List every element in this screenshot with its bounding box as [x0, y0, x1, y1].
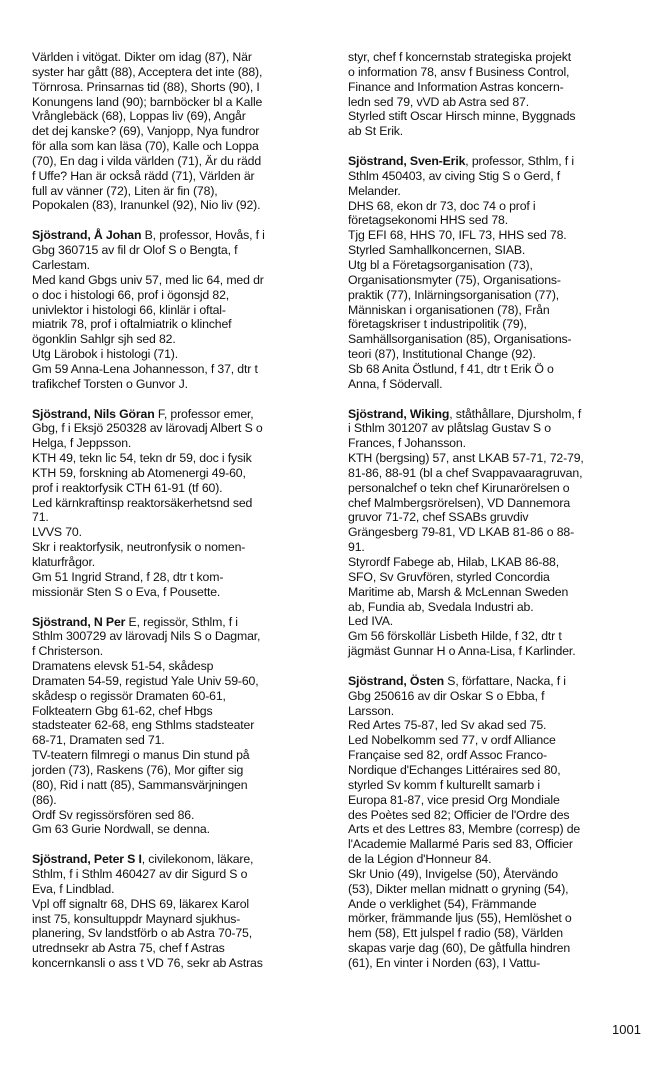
entry-text: Europa 81-87, vice presid Org Mondiale: [348, 792, 560, 807]
entry-text: Arts et des Lettres 83, Membre (corresp) de: [348, 822, 581, 837]
text-line: [348, 109, 644, 124]
entry-text: , professor, Sthlm, f i: [465, 154, 574, 169]
entry-text: Vrånglebäck (68), Loppas liv (69), Angår: [32, 109, 246, 124]
text-line: [348, 317, 644, 332]
entry-text: Larsson.: [348, 703, 394, 718]
text-line: [348, 421, 644, 436]
entry-text: koncernkansli o ass t VD 76, sekr ab Astras: [32, 956, 263, 971]
entry-text: trafikchef Torsten o Gunvor J.: [32, 376, 188, 391]
entry-text: (61), En vinter i Norden (63), I Vattu-: [348, 955, 541, 970]
entry-text: Vpl off signaltr 68, DHS 69, läkarex Karol: [32, 896, 249, 911]
entry-text: Med kand Gbgs univ 57, med lic 64, med dr: [32, 272, 264, 287]
entry-text: Helga, f Jeppsson.: [32, 436, 132, 451]
entry-text: Maritime ab, Marsh & McLennan Sweden: [348, 584, 569, 599]
text-line: [348, 941, 644, 956]
text-line: [32, 882, 328, 897]
text-line: [32, 466, 328, 481]
entry-text: Gm 63 Gurie Nordwall, se denna.: [32, 822, 210, 837]
entry-text: f Uffe? Han är också rädd (71), Världen är: [32, 168, 255, 183]
entry-text: LVVS 70.: [32, 525, 82, 540]
text-line: [348, 496, 644, 511]
entry-text: för alla som kan läsa (70), Kalle och Loppa: [32, 139, 259, 154]
text-line: [32, 941, 328, 956]
text-line: [32, 540, 328, 555]
entry-text: ab, Fundia ab, Svedala Industri ab.: [348, 599, 534, 614]
entry-text: stadsteater 62-68, eng Sthlms stadsteater: [32, 718, 255, 733]
entry-text: , ståthållare, Djursholm, f: [449, 406, 582, 421]
text-line: [32, 912, 328, 927]
text-line: [32, 407, 328, 422]
text-line: [348, 525, 644, 540]
entry-text: Finance and Information Astras koncern-: [348, 79, 564, 94]
entry-text: Törnrosa. Prinsarnas tid (88), Shorts (90), I: [32, 79, 260, 94]
entry-text: Led kärnkraftinsp reaktorsäkerhetsnd sed: [32, 495, 253, 510]
entry-text: Gbg 360715 av fil dr Olof S o Bengta, f: [32, 243, 238, 258]
entry-text: Melander.: [348, 183, 401, 198]
text-line: [32, 228, 328, 243]
entry-text: l'Academie Mallarmé Paris sed 83, Officier: [348, 837, 573, 852]
entry-text: jorden (73), Raskens (76), Mor gifter sig: [32, 762, 244, 777]
text-line: [32, 659, 328, 674]
text-line: [32, 451, 328, 466]
text-line: [348, 95, 644, 110]
entry-text: univlektor i histologi 66, klinlär i oftal-: [32, 302, 226, 317]
entry-text: styrled Sv komm f kulturellt samarb i: [348, 777, 540, 792]
page-number: 1001: [612, 1022, 641, 1037]
entry-text: chef Malmbergsrörelsen), VD Dannemora: [348, 495, 571, 510]
text-line: [348, 466, 644, 481]
text-line: [32, 362, 328, 377]
entry-text: Människan i organisationen (78), Från: [348, 302, 550, 317]
entry-text: 91.: [348, 540, 365, 555]
text-line: [348, 718, 644, 733]
text-line: [32, 124, 328, 139]
text-line: [348, 481, 644, 496]
text-line: [32, 496, 328, 511]
entry-text: Utg Lärobok i histologi (71).: [32, 347, 179, 362]
text-line: [348, 733, 644, 748]
entry-text: miatrik 78, prof i oftalmiatrik o klinchef: [32, 317, 232, 332]
text-line: [32, 184, 328, 199]
entry-text: de la Légion d'Honneur 84.: [348, 852, 492, 867]
biography-entry: [32, 615, 328, 838]
text-line: [32, 169, 328, 184]
text-line: [32, 243, 328, 258]
text-line: [348, 570, 644, 585]
text-line: [348, 332, 644, 347]
entry-text: Nordique d'Echanges Littéraires sed 80,: [348, 762, 561, 777]
entry-text: (80), Rid i natt (85), Sammansvärjningen: [32, 777, 248, 792]
text-line: [32, 897, 328, 912]
entry-name: Sjöstrand, Sven-Erik: [348, 154, 466, 169]
entry-text: TV-teatern filmregi o manus Din stund på: [32, 748, 250, 763]
text-line: [32, 50, 328, 65]
text-line: [32, 689, 328, 704]
text-line: [32, 793, 328, 808]
entry-text: , civilekonom, läkare,: [141, 852, 254, 867]
entry-text: mörker, främmande ljus (55), Hemlöshet o: [348, 911, 572, 926]
text-line: [32, 926, 328, 941]
text-line: [348, 273, 644, 288]
entry-text: Popokalen (83), Iranunkel (92), Nio liv (92).: [32, 198, 261, 213]
entry-text: Dramaten 54-59, registud Yale Univ 59-60,: [32, 673, 259, 688]
text-line: [32, 763, 328, 778]
text-line: [348, 199, 644, 214]
text-line: [348, 80, 644, 95]
entry-text: skådesp o regissör Dramaten 60-61,: [32, 688, 226, 703]
text-line: [32, 748, 328, 763]
text-line: [348, 213, 644, 228]
text-line: [348, 600, 644, 615]
text-line: [32, 80, 328, 95]
text-line: [32, 109, 328, 124]
text-line: [348, 852, 644, 867]
text-line: [348, 822, 644, 837]
text-line: [348, 154, 644, 169]
text-line: [32, 585, 328, 600]
entry-name: Sjöstrand, Nils Göran: [32, 406, 155, 421]
text-line: [32, 65, 328, 80]
text-line: [348, 793, 644, 808]
text-line: [32, 525, 328, 540]
entry-text: företagsekonomi HHS sed 78.: [348, 213, 508, 228]
text-line: [348, 926, 644, 941]
text-line: [348, 184, 644, 199]
continued-text: [348, 50, 644, 139]
text-line: [32, 822, 328, 837]
entry-text: Sthlm, f i Sthlm 460427 av dir Sigurd S o: [32, 867, 248, 882]
entry-text: Gm 56 förskollär Lisbeth Hilde, f 32, dtr t: [348, 629, 562, 644]
text-line: [32, 139, 328, 154]
entry-text: Världen i vitögat. Dikter om idag (87), När: [32, 50, 252, 64]
text-line: [348, 169, 644, 184]
entry-name: Sjöstrand, Wiking: [348, 406, 450, 421]
text-line: [348, 585, 644, 600]
text-line: [32, 718, 328, 733]
text-line: [32, 95, 328, 110]
entry-text: personalchef o tekn chef Kirunarörelsen o: [348, 480, 570, 495]
entry-text: Tjg EFI 68, HHS 70, IFL 73, HHS sed 78.: [348, 228, 567, 243]
entry-text: planering, Sv landstförb o ab Astra 70-75,: [32, 926, 252, 941]
entry-text: Konungens land (90); barnböcker bl a Kalle: [32, 94, 263, 109]
continued-text: [32, 50, 328, 213]
entry-text: Styrled stift Oscar Hirsch minne, Byggnads: [348, 109, 576, 124]
text-line: [348, 407, 644, 422]
entry-text: Gm 51 Ingrid Strand, f 28, dtr t kom-: [32, 569, 224, 584]
entry-text: full av vänner (72), Liten är fin (78),: [32, 183, 218, 198]
text-line: [32, 808, 328, 823]
entry-text: Organisationsmyter (75), Organisations-: [348, 272, 561, 287]
text-line: [348, 629, 644, 644]
text-line: [348, 258, 644, 273]
biography-entry: [348, 407, 644, 659]
entry-text: utrednsekr ab Astra 75, chef f Astras: [32, 941, 225, 956]
entry-text: styr, chef f koncernstab strategiska projekt: [348, 50, 572, 64]
text-line: [32, 273, 328, 288]
entry-text: Grängesberg 79-81, VD LKAB 81-86 o 88-: [348, 525, 575, 540]
entry-text: Eva, f Lindblad.: [32, 881, 115, 896]
text-line: [348, 50, 644, 65]
entry-text: F, professor emer,: [154, 406, 254, 421]
entry-text: Led IVA.: [348, 614, 394, 629]
text-line: [348, 540, 644, 555]
text-line: [348, 510, 644, 525]
text-line: [348, 867, 644, 882]
text-line: [348, 228, 644, 243]
biography-entry: [348, 674, 644, 971]
text-line: [348, 778, 644, 793]
text-line: [348, 303, 644, 318]
text-line: [32, 615, 328, 630]
entry-text: o information 78, ansv f Business Control,: [348, 64, 570, 79]
entry-text: E, regissör, Sthlm, f i: [125, 614, 238, 629]
entry-text: Sthlm 450403, av civing Stig S o Gerd, f: [348, 168, 561, 183]
entry-text: B, professor, Hovås, f i: [141, 228, 265, 243]
text-line: [32, 481, 328, 496]
entry-text: jägmäst Gunnar H o Anna-Lisa, f Karlinder.: [348, 644, 576, 659]
text-line: [32, 733, 328, 748]
entry-text: Sthlm 300729 av lärovadj Nils S o Dagmar,: [32, 629, 261, 644]
biography-entry: [348, 154, 644, 392]
entry-text: teori (87), Institutional Change (92).: [348, 347, 536, 362]
entry-text: (86).: [32, 792, 57, 807]
text-line: [348, 911, 644, 926]
entry-text: Styrordf Fabege ab, Hilab, LKAB 86-88,: [348, 555, 559, 569]
left-column: [32, 50, 328, 986]
entry-text: f Christerson.: [32, 644, 104, 659]
entry-text: KTH (bergsing) 57, anst LKAB 57-71, 72-79,: [348, 451, 584, 466]
entry-text: företagskriser t industripolitik (79),: [348, 317, 527, 332]
text-line: [348, 288, 644, 303]
text-line: [32, 510, 328, 525]
entry-text: missionär Sten S o Eva, f Pousette.: [32, 584, 221, 599]
text-line: [348, 362, 644, 377]
entry-text: 71.: [32, 510, 49, 525]
text-line: [348, 347, 644, 362]
entry-text: Ordf Sv regissörsfören sed 86.: [32, 807, 195, 822]
text-line: [348, 689, 644, 704]
entry-text: 68-71, Dramaten sed 71.: [32, 733, 165, 748]
entry-text: inst 75, konsultuppdr Maynard sjukhus-: [32, 911, 241, 926]
entry-text: Gm 59 Anna-Lena Johannesson, f 37, dtr t: [32, 361, 258, 376]
text-line: [348, 614, 644, 629]
entry-text: Gbg, f i Eksjö 250328 av lärovadj Albert S o: [32, 421, 263, 436]
text-line: [348, 124, 644, 139]
entry-text: ab St Erik.: [348, 124, 404, 139]
entry-text: (70), En dag i vilda världen (71), Är du rädd: [32, 153, 262, 168]
text-line: [348, 748, 644, 763]
text-line: [32, 332, 328, 347]
text-line: [32, 347, 328, 362]
text-line: [348, 436, 644, 451]
entry-text: Frances, f Johansson.: [348, 436, 466, 451]
entry-name: Sjöstrand, Å Johan: [32, 228, 142, 243]
entry-text: det dej kanske? (69), Vanjopp, Nya fundror: [32, 124, 260, 139]
text-line: [32, 704, 328, 719]
text-line: [32, 852, 328, 867]
text-line: [32, 629, 328, 644]
entry-text: Folkteatern Gbg 61-62, chef Hbgs: [32, 703, 213, 718]
text-line: [32, 258, 328, 273]
entry-text: (53), Dikter mellan midnatt o gryning (54),: [348, 881, 569, 896]
entry-text: syster har gått (88), Acceptera det inte (88),: [32, 64, 263, 79]
right-column: [348, 50, 644, 986]
text-line: [32, 436, 328, 451]
text-line: [348, 897, 644, 912]
text-line: [32, 778, 328, 793]
text-line: [32, 421, 328, 436]
entry-text: S, författare, Nacka, f i: [444, 673, 566, 688]
entry-text: praktik (77), Inlärningsorganisation (77),: [348, 287, 560, 302]
entry-text: 81-86, 88-91 (bl a chef Svappavaaragruvan,: [348, 465, 583, 480]
text-line: [348, 243, 644, 258]
text-line: [348, 837, 644, 852]
entry-text: Ande o verklighet (54), Främmande: [348, 896, 537, 911]
text-line: [32, 198, 328, 213]
text-line: [348, 704, 644, 719]
text-line: [348, 763, 644, 778]
entry-name: Sjöstrand, N Per: [32, 614, 126, 629]
entry-text: KTH 59, forskning ab Atomenergi 49-60,: [32, 465, 246, 480]
entry-text: des Poètes sed 82; Officier de l'Ordre des: [348, 807, 570, 822]
text-line: [32, 317, 328, 332]
biography-entry: [32, 407, 328, 600]
entry-text: Skr Unio (49), Invigelse (50), Återvändo: [348, 866, 558, 881]
text-line: [32, 303, 328, 318]
entry-text: SFO, Sv Gruvfören, styrled Concordia: [348, 569, 550, 584]
text-line: [32, 377, 328, 392]
text-line: [32, 674, 328, 689]
text-line: [348, 808, 644, 823]
text-line: [348, 882, 644, 897]
text-line: [348, 644, 644, 659]
entry-text: KTH 49, tekn lic 54, tekn dr 59, doc i fysik: [32, 451, 252, 466]
text-line: [32, 555, 328, 570]
text-line: [32, 570, 328, 585]
entry-text: skapas varje dag (60), De gåtfulla hindren: [348, 941, 571, 956]
entry-name: Sjöstrand, Östen: [348, 673, 444, 688]
entry-text: i Sthlm 301207 av plåtslag Gustav S o: [348, 421, 551, 436]
text-line: [32, 644, 328, 659]
entry-text: Gbg 250616 av dir Oskar S o Ebba, f: [348, 688, 545, 703]
entry-text: Utg bl a Företagsorganisation (73),: [348, 257, 533, 272]
text-line: [32, 288, 328, 303]
entry-text: gruvor 71-72, chef SSABs gruvdiv: [348, 510, 529, 525]
biography-entry: [32, 228, 328, 391]
entry-name: Sjöstrand, Peter S I: [32, 852, 142, 867]
entry-text: o doc i histologi 66, prof i ögonsjd 82,: [32, 287, 230, 302]
text-line: [348, 451, 644, 466]
text-line: [348, 674, 644, 689]
text-line: [348, 377, 644, 392]
entry-text: Red Artes 75-87, led Sv akad sed 75.: [348, 718, 547, 733]
entry-text: Led Nobelkomm sed 77, v ordf Alliance: [348, 733, 556, 748]
entry-text: hem (58), Ett julspel f radio (58), Världen: [348, 926, 563, 941]
entry-text: Française sed 82, ordf Assoc Franco-: [348, 748, 547, 763]
biography-entry: [32, 852, 328, 971]
entry-text: prof i reaktorfysik CTH 61-91 (tf 60).: [32, 480, 223, 495]
entry-text: ögonklin Sahlgr sjh sed 82.: [32, 332, 176, 347]
entry-text: DHS 68, ekon dr 73, doc 74 o prof i: [348, 198, 536, 213]
text-line: [348, 65, 644, 80]
text-line: [32, 867, 328, 882]
text-line: [32, 154, 328, 169]
entry-text: klaturfrågor.: [32, 555, 95, 569]
entry-text: Anna, f Södervall.: [348, 376, 443, 391]
entry-text: Styrled Samhallkoncernen, SIAB.: [348, 243, 526, 258]
text-line: [348, 555, 644, 570]
entry-text: Skr i reaktorfysik, neutronfysik o nomen-: [32, 540, 246, 555]
entry-text: ledn sed 79, vVD ab Astra sed 87.: [348, 94, 529, 109]
entry-text: Dramatens elevsk 51-54, skådesp: [32, 659, 214, 674]
text-line: [32, 956, 328, 971]
text-line: [348, 956, 644, 971]
entry-text: Samhällsorganisation (85), Organisations-: [348, 332, 572, 347]
entry-text: Sb 68 Anita Östlund, f 41, dtr t Erik Ö o: [348, 361, 554, 376]
entry-text: Carlestam.: [32, 257, 90, 272]
